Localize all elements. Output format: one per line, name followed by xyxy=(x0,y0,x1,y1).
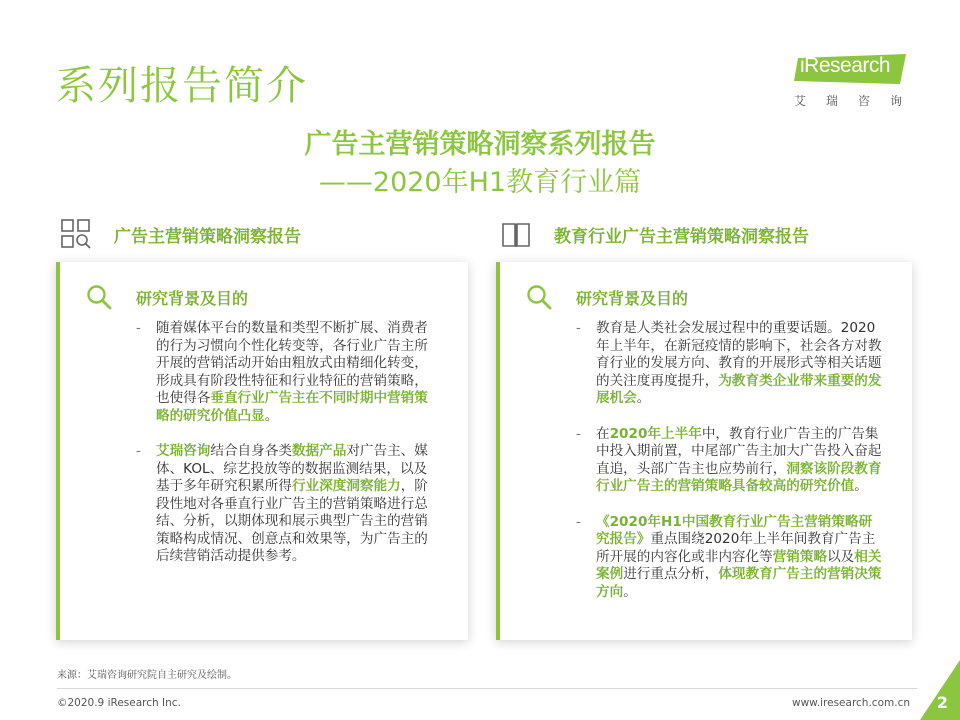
bullet-dash: - xyxy=(576,513,581,530)
iresearch-logo xyxy=(788,48,923,112)
bullet-text: 中，教育行业广告主的广告集中投入期前置，中尾部广告主加大广告投入奋起直追，头部广告主也应势前行， xyxy=(596,425,882,477)
bullet-text: 结合自身各类 xyxy=(210,443,292,459)
page-number: 2 xyxy=(936,693,948,712)
bullet-text: 。 xyxy=(854,478,868,494)
left-card-heading: 研究背景及目的 xyxy=(136,288,249,308)
bullet-item xyxy=(60,443,468,566)
bullet-highlight-text: 《2020年H1中国教育行业广告主营销策略研究报告》 xyxy=(596,513,873,547)
logo-brand-text: iResearch xyxy=(800,54,891,77)
right-section-header xyxy=(500,218,809,250)
bullet-text: 。 xyxy=(623,583,637,600)
bullet-dash: - xyxy=(136,443,141,459)
search-icon xyxy=(86,284,112,310)
left-section-heading: 广告主营销策略洞察报告 xyxy=(114,226,301,247)
bullet-highlight-text: 艾瑞咨询 xyxy=(156,443,211,459)
right-bullet-list xyxy=(500,320,912,619)
footer-divider xyxy=(57,688,917,689)
bullet-highlight-text: 相关案例 xyxy=(596,548,882,582)
logo-subtitle: 艾瑞咨询 xyxy=(794,94,923,108)
bullet-item xyxy=(500,426,912,496)
bullet-highlight-text: 数据产品 xyxy=(291,443,347,459)
website-link[interactable]: www.iresearch.com.cn xyxy=(791,697,910,709)
page-title: 系列报告简介 xyxy=(56,63,308,109)
bullet-text: 教育是人类社会发展过程中的重要话题。2020年上半年，在新冠疫情的影响下，社会各方对教育行业的发展方向、教育的开展形式等相关话题的关注度再度提升， xyxy=(596,320,882,389)
bullet-item xyxy=(500,320,912,408)
report-subtitle: ——2020年H1教育行业篇 xyxy=(318,167,642,198)
book-icon xyxy=(500,218,532,250)
bullet-dash: - xyxy=(576,320,581,336)
bullet-highlight-text: 营销策略 xyxy=(772,548,828,565)
bullet-text: ，阶段性地对各垂直行业广告主的营销策略进行总结、分析，以期体现和展示典型广告主的营销策略构成情况、创意点和效果等，为广告主的后续营销活动提供参考。 xyxy=(156,478,428,564)
search-icon xyxy=(526,284,552,310)
left-card-header xyxy=(86,284,248,310)
bullet-dash: - xyxy=(576,425,581,442)
right-card-header xyxy=(526,284,688,310)
bullet-highlight-text: 洞察该阶段教育行业广告主的营销策略具备较高的研究价值 xyxy=(596,460,882,494)
bullet-text: 对广告主、媒体、KOL、综艺投放等的数据监测结果，以及基于多年研究积累所得 xyxy=(156,443,428,494)
bullet-text: 以及 xyxy=(827,548,855,565)
right-section-heading: 教育行业广告主营销策略洞察报告 xyxy=(554,226,809,247)
right-card-heading: 研究背景及目的 xyxy=(576,288,689,308)
report-title: 广告主营销策略洞察系列报告 xyxy=(304,129,656,160)
bullet-text: 重点围绕2020年上半年间教育广告主所开展的内容化或非内容化等 xyxy=(596,531,876,565)
bullet-text: 进行重点分析， xyxy=(623,566,719,582)
bullet-highlight-text: 垂直行业广告主在不同时期中营销策略的研究价值凸显 xyxy=(156,390,428,424)
bullet-highlight-text: 行业深度洞察能力 xyxy=(291,478,401,494)
bullet-highlight-text: 体现教育广告主的营销决策方向 xyxy=(596,566,882,600)
left-section-header xyxy=(60,218,301,250)
copyright: ©2020.9 iResearch Inc. xyxy=(57,697,181,709)
bullet-item xyxy=(500,514,912,602)
bullet-highlight-text: 2020年上半年 xyxy=(609,425,702,442)
bullet-dash: - xyxy=(136,320,141,336)
bullet-item xyxy=(60,320,468,425)
bullet-text: 在 xyxy=(596,425,610,442)
bullet-text: 随着媒体平台的数量和类型不断扩展、消费者的行为习惯向个性化转变等，各行业广告主所开展的营销活动开始由粗放式由精细化转变，形成具有阶段性特征和行业特征的营销策略，也使得各 xyxy=(156,320,428,406)
bullet-text: 。 xyxy=(636,390,651,406)
right-card xyxy=(496,262,912,640)
source-note: 来源：艾瑞咨询研究院自主研究及绘制。 xyxy=(57,670,237,681)
left-card xyxy=(56,262,468,640)
bullet-highlight-text: 为教育类企业带来重要的发展机会 xyxy=(596,372,882,406)
grid-search-icon xyxy=(60,218,92,250)
bullet-text: 。 xyxy=(264,407,279,424)
left-bullet-list xyxy=(60,320,468,584)
